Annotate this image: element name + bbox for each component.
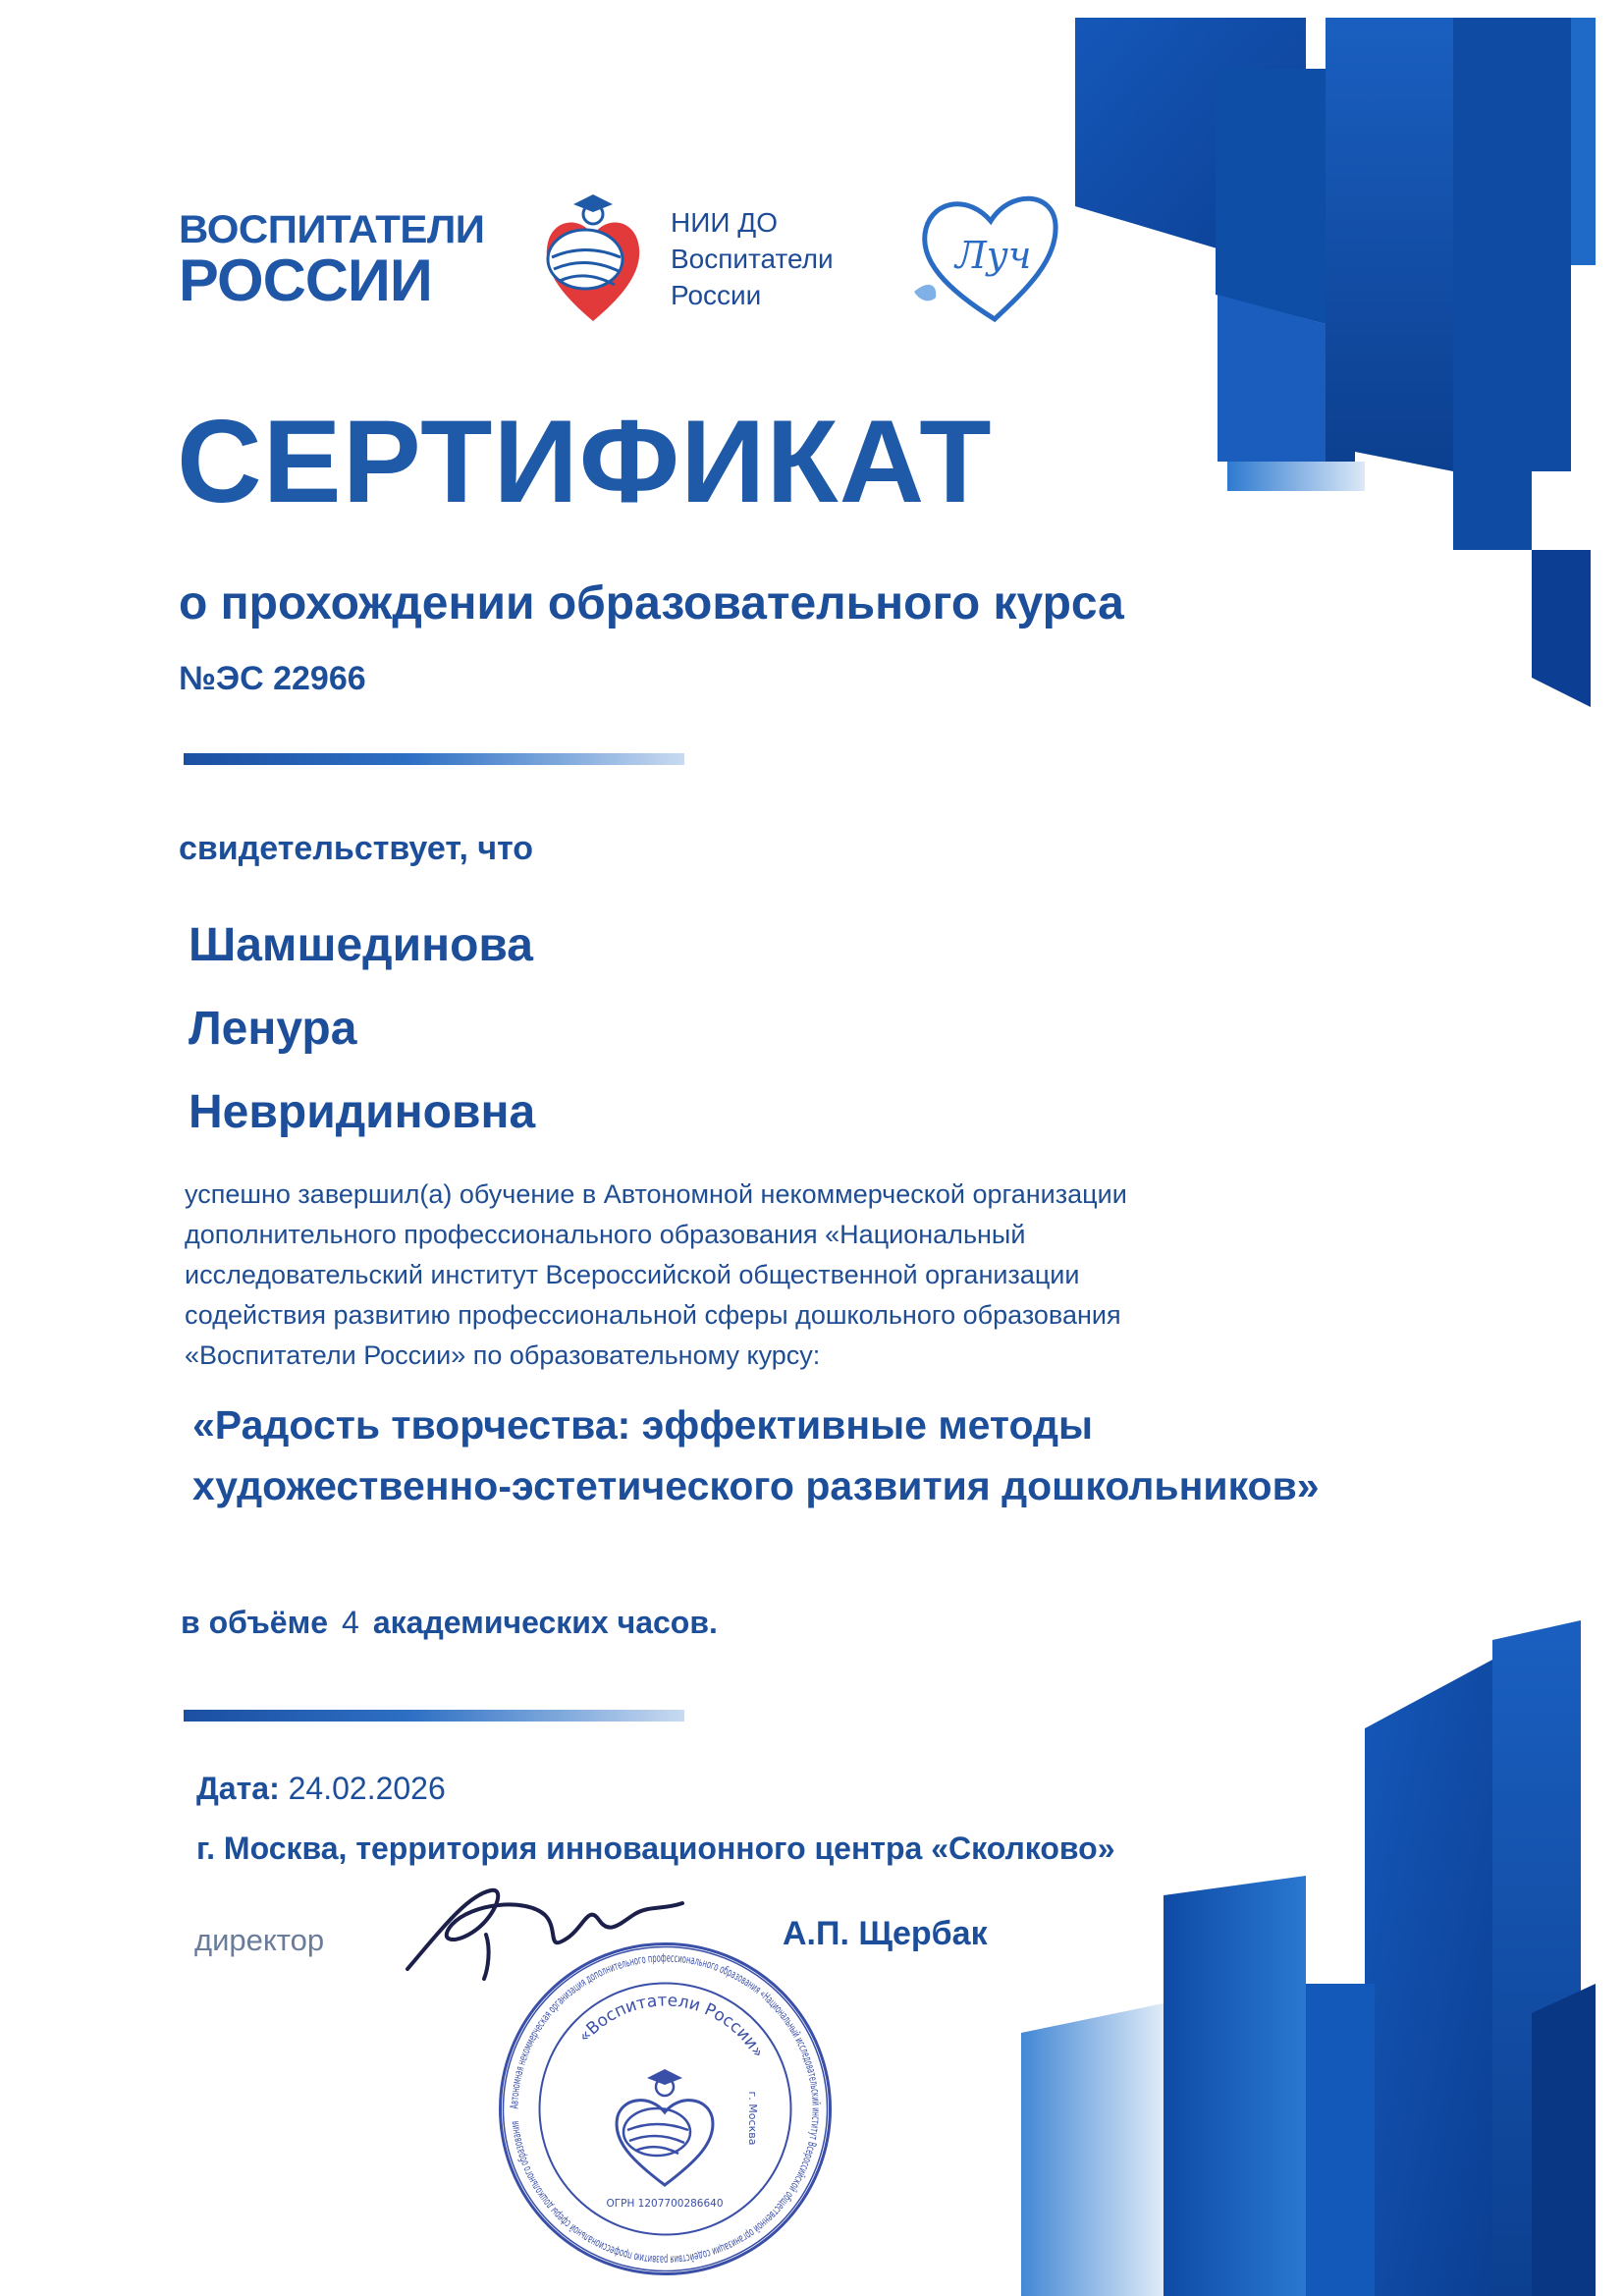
- certificate-subtitle: о прохождении образовательного курса: [179, 577, 1124, 629]
- statement-line: «Воспитатели России» по образовательному курсу:: [185, 1340, 821, 1370]
- recipient-patronymic: Невридиновна: [189, 1086, 536, 1138]
- luch-heart-logo-icon: [908, 182, 1075, 329]
- city-rest: территория инновационного центра «Сколково»: [355, 1831, 1115, 1866]
- statement-line: содействия развитию профессиональной сферы дошкольного образования: [185, 1300, 1121, 1330]
- deco-top-block-7: [1532, 550, 1591, 707]
- witness-text: свидетельствует, что: [179, 830, 534, 867]
- nii-line-3: России: [671, 280, 762, 310]
- svg-text:«Воспитатели России»: [574, 1991, 768, 2061]
- luch-script: Луч: [955, 234, 1032, 277]
- deco-top-block-3: [1218, 295, 1326, 462]
- deco-top-block-8: [1571, 18, 1596, 265]
- stamp-city: г. Москва: [746, 2091, 759, 2146]
- logo-line-1: ВОСПИТАТЕЛИ: [179, 208, 485, 251]
- volume-suffix: академических часов.: [372, 1605, 718, 1640]
- deco-top-block-6: [1453, 18, 1571, 550]
- nii-do-logo-text: [671, 204, 834, 313]
- deco-bottom-block-6: [1532, 1984, 1596, 2296]
- issue-date: [196, 1771, 446, 1807]
- statement-line: успешно завершил(а) обучение в Автономной некоммерческой организации: [185, 1179, 1127, 1209]
- director-label: директор: [194, 1923, 325, 1957]
- deco-bottom-block-3: [1164, 1876, 1306, 2296]
- date-value: 24.02.2026: [288, 1771, 446, 1806]
- heart-owl-emblem-icon: [538, 189, 648, 326]
- vospitateli-rossii-logo: [179, 208, 485, 313]
- signer-name: А.П. Щербак: [783, 1915, 988, 1952]
- date-label: Дата:: [196, 1771, 280, 1806]
- official-stamp-icon: [496, 1940, 835, 2278]
- certificate-title: СЕРТИФИКАТ: [177, 396, 993, 527]
- nii-line-1: НИИ ДО: [671, 207, 778, 238]
- statement-line: дополнительного профессионального образования «Национальный: [185, 1220, 1026, 1249]
- recipient-first-name: Ленура: [189, 1003, 357, 1055]
- deco-bottom-block-5: [1021, 2003, 1164, 2296]
- recipient-last-name: Шамшединова: [189, 919, 533, 971]
- logo-line-2: РОССИИ: [179, 247, 432, 313]
- volume-hours: 4: [342, 1605, 359, 1640]
- deco-bottom-block-4: [1306, 1984, 1375, 2296]
- course-title-line-1: «Радость творчества: эффективные методы: [192, 1402, 1093, 1448]
- deco-top-block-5: [1326, 18, 1453, 471]
- completion-statement: [185, 1175, 1363, 1376]
- course-title-line-2: художественно-эстетического развития дошкольников»: [192, 1463, 1320, 1508]
- stamp-ogrn: ОГРН 1207700286640: [606, 2198, 724, 2210]
- stamp-inner-text: «Воспитатели России»: [574, 1991, 769, 2062]
- nii-line-2: Воспитатели: [671, 244, 834, 274]
- deco-top-block-4: [1227, 462, 1365, 491]
- certificate-number: №ЭС 22966: [179, 660, 366, 697]
- course-volume: [181, 1605, 718, 1641]
- volume-prefix: в объёме: [181, 1605, 329, 1640]
- deco-bottom-block-1: [1365, 1660, 1492, 2296]
- statement-line: исследовательский институт Всероссийской общественной организации: [185, 1260, 1080, 1289]
- gradient-divider-top: [184, 753, 684, 765]
- stamp-outer-text: Автономная некоммерческая организация дополнительного профессионального образования «Национальный исследовательский институт Всероссийской общественной организации содействия развитию профессиональной сферы дошкольного образования: [507, 1950, 824, 2268]
- course-title: [192, 1394, 1518, 1516]
- city-prefix: г. Москва,: [196, 1831, 348, 1866]
- issue-location: [196, 1831, 1115, 1867]
- deco-top-block-2: [1216, 69, 1326, 324]
- gradient-divider-bottom: [184, 1710, 684, 1722]
